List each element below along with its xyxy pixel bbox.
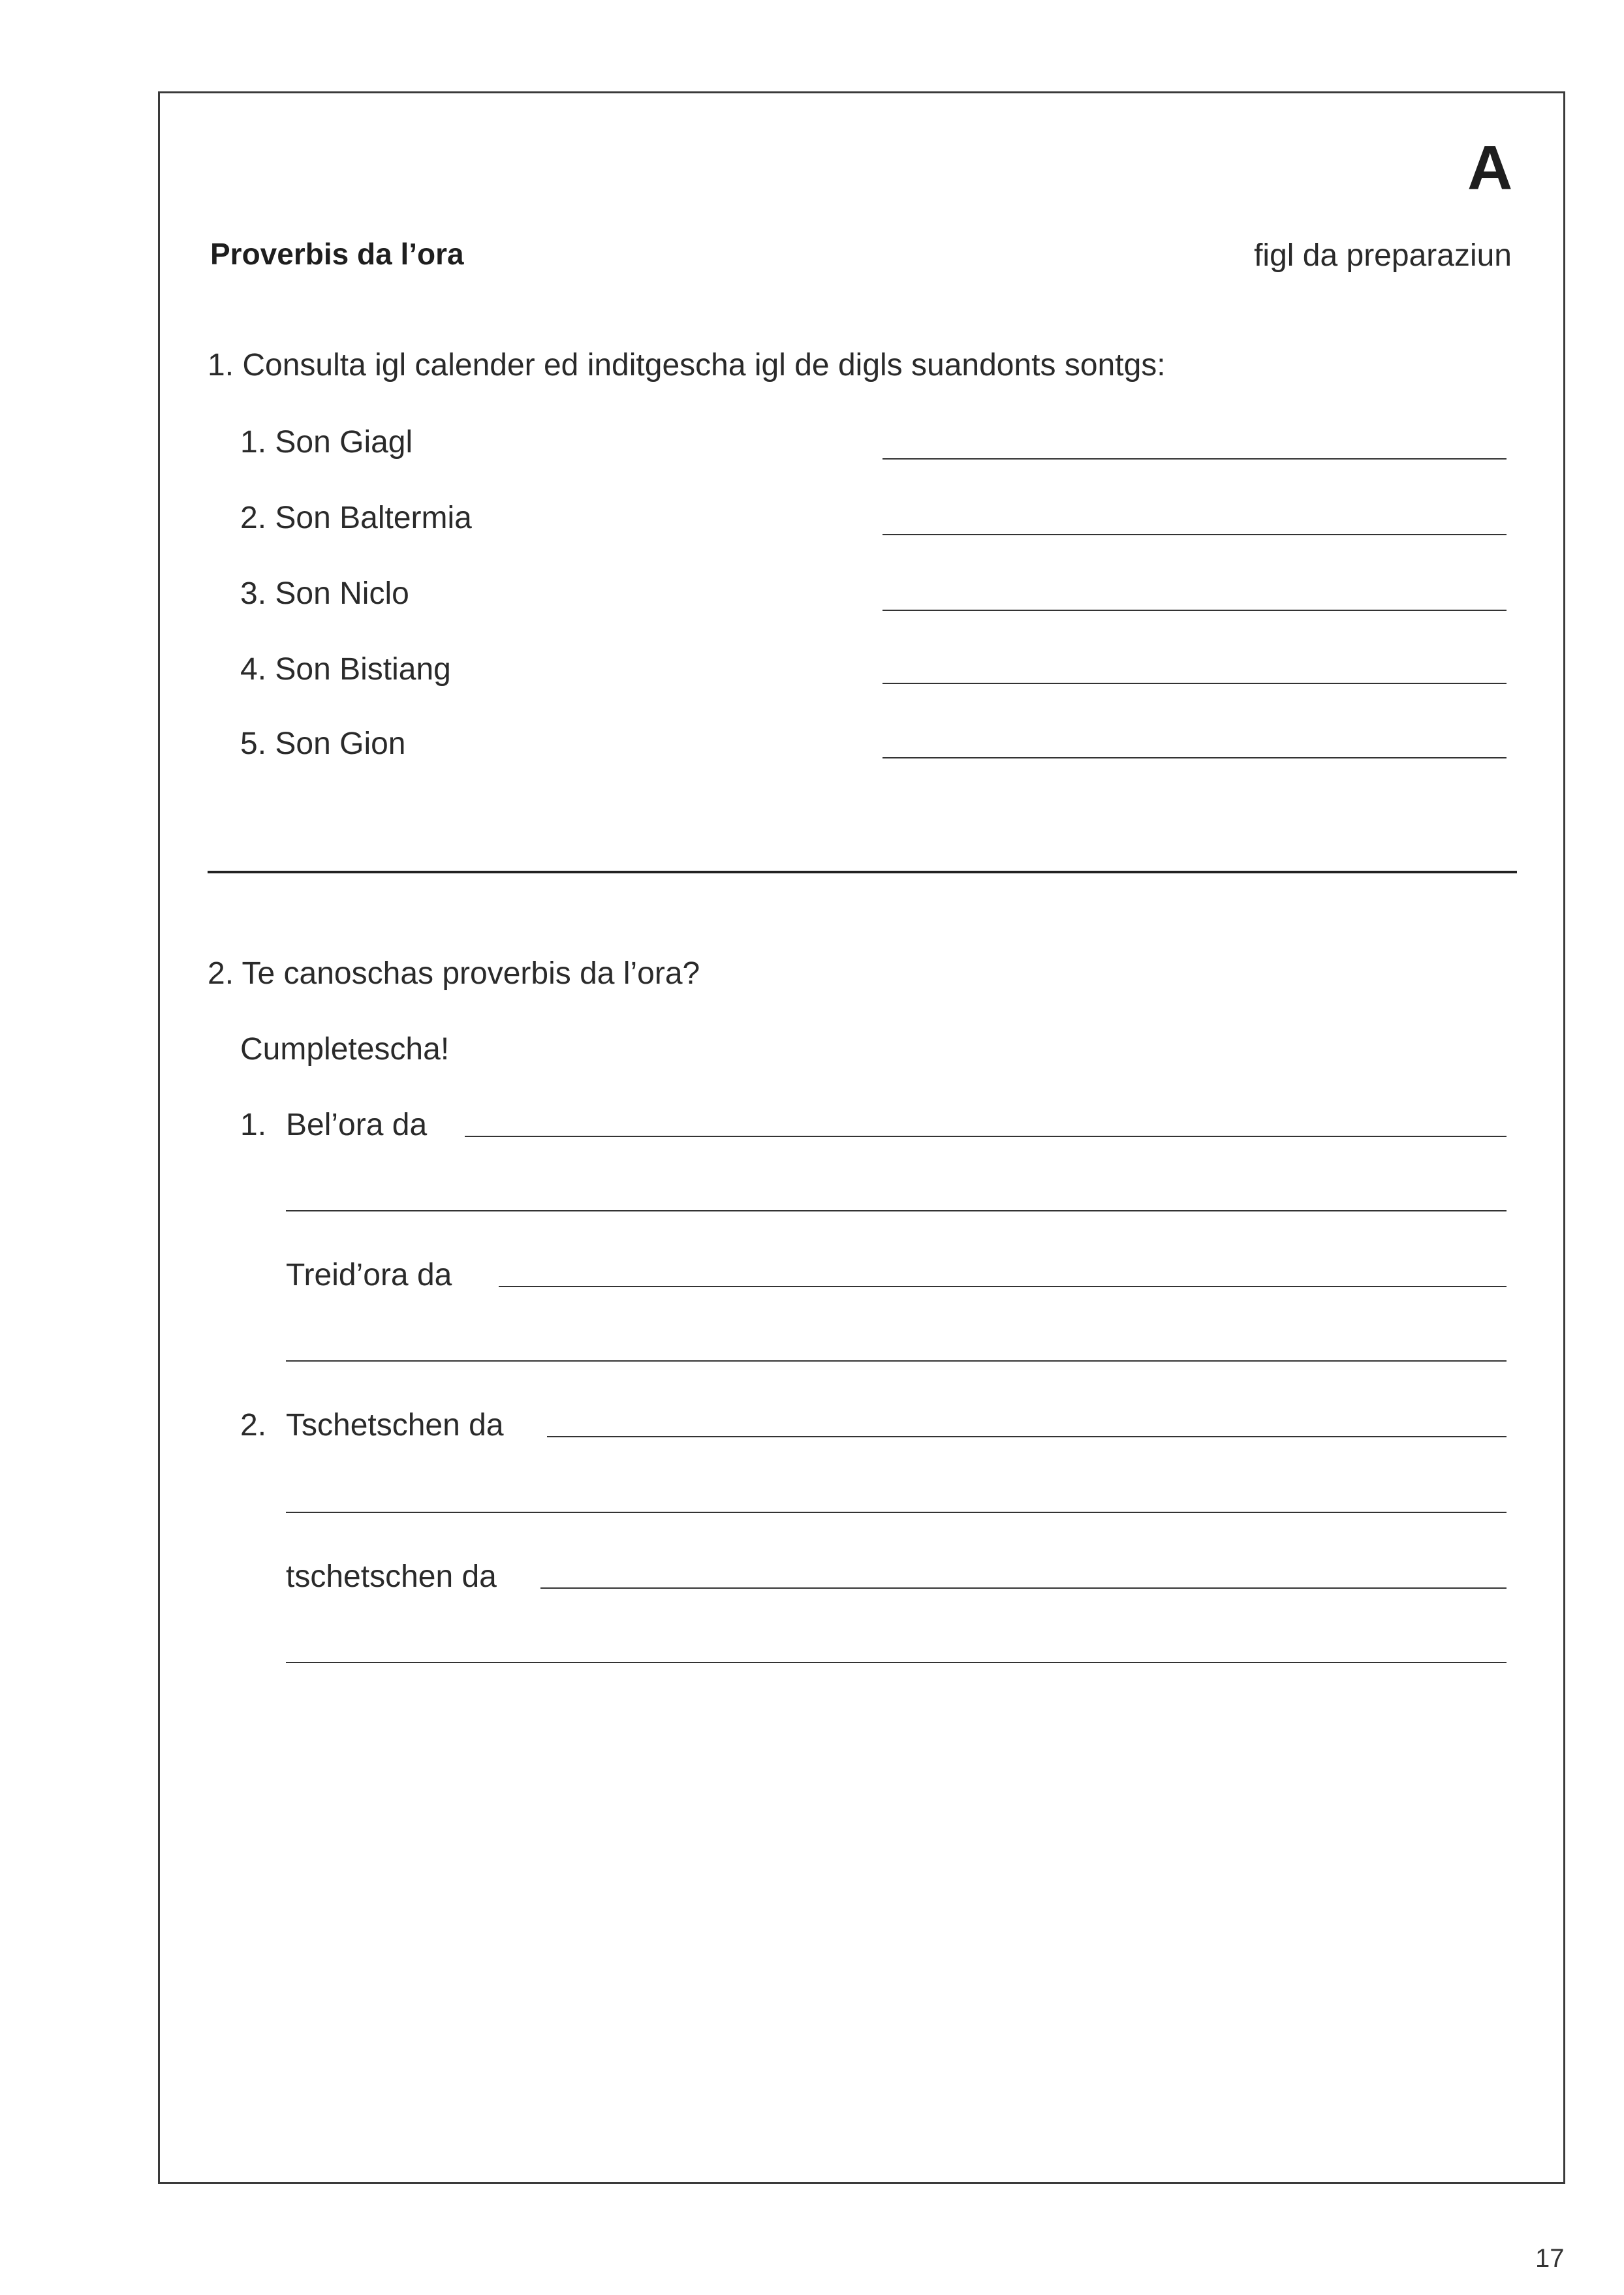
section-divider [208,871,1517,873]
exercise-1-prompt: 1. Consulta igl calender ed inditgescha igl de digls suandonts sontgs: [208,348,1166,382]
proverb-2a-label: Tschetschen da [286,1408,504,1443]
proverb-2-number: 2. [240,1408,267,1443]
proverb-2a-line[interactable] [547,1436,1507,1437]
answer-line-3[interactable] [882,610,1507,611]
saint-item-4: 4. Son Bistiang [240,652,451,687]
proverb-2b-line-2[interactable] [286,1662,1507,1663]
saint-item-1: 1. Son Giagl [240,425,413,460]
proverb-1-number: 1. [240,1108,267,1142]
saint-item-3: 3. Son Niclo [240,576,409,611]
answer-line-1[interactable] [882,458,1507,460]
saint-item-2: 2. Son Baltermia [240,501,472,535]
answer-line-5[interactable] [882,757,1507,758]
section-badge: A [1467,133,1513,203]
exercise-2-prompt: 2. Te canoschas proverbis da l’ora? [208,956,700,991]
saint-item-5: 5. Son Gion [240,726,406,761]
answer-line-2[interactable] [882,534,1507,535]
answer-line-4[interactable] [882,683,1507,684]
proverb-1a-line[interactable] [465,1136,1507,1137]
worksheet-title: Proverbis da l’ora [210,237,464,271]
proverb-1b-line-2[interactable] [286,1360,1507,1362]
page-number: 17 [1535,2244,1565,2273]
proverb-1b-line[interactable] [499,1286,1507,1287]
proverb-2b-line[interactable] [540,1587,1507,1589]
proverb-1b-label: Treid’ora da [286,1258,452,1292]
exercise-2-instruction: Cumpletescha! [240,1032,450,1067]
proverb-1a-line-2[interactable] [286,1210,1507,1211]
worksheet-subtitle: figl da preparaziun [1254,238,1512,273]
proverb-2a-line-2[interactable] [286,1512,1507,1513]
proverb-1a-label: Bel’ora da [286,1108,428,1142]
proverb-2b-label: tschetschen da [286,1559,497,1594]
